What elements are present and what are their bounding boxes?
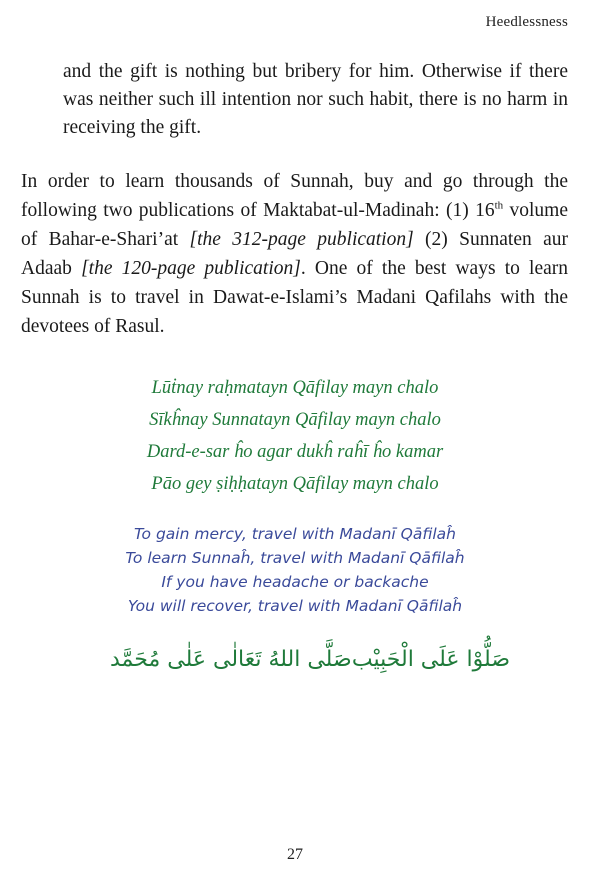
translation-line: If you have headache or backache	[161, 573, 429, 591]
poem-line: Lūṫnay raḥmatayn Qāfilay mayn chalo	[151, 378, 439, 398]
page-number: 27	[287, 846, 303, 863]
english-translation-poem	[0, 522, 590, 618]
translation-line: To gain mercy, travel with Madanī Qāfilaĥ	[133, 525, 457, 543]
ordinal-superscript: th	[494, 199, 504, 212]
sunnah-paragraph	[21, 167, 568, 341]
poem-line: Sīkĥnay Sunnatayn Qāfilay mayn chalo	[149, 410, 441, 430]
poem-line: Pāo gey ṣiḥḥatayn Qāfilay mayn chalo	[151, 474, 439, 494]
continuation-paragraph: and the gift is nothing but bribery for him. Otherwise if there was neither such ill intention nor such habit, there is no harm in receiving the gift.	[63, 61, 568, 138]
salawat-line	[110, 640, 510, 680]
salawat-invocation: صَلُّوْا عَلَى الْحَبِيْب	[351, 647, 510, 672]
translation-line: You will recover, travel with Madanī Qāfilaĥ	[127, 597, 463, 615]
transliterated-poem	[0, 372, 590, 500]
poem-line: Dard-e-sar ĥo agar dukĥ raĥī ĥo kamar	[146, 442, 444, 462]
sunnah-paragraph-text-2: volume of Bahar-e-Shari’at	[21, 200, 568, 250]
publication-note-1: [the 312-page publication]	[189, 229, 414, 250]
running-header: Heedlessness	[485, 14, 568, 30]
sunnah-paragraph-text-1: In order to learn thousands of Sunnah, buy and go through the following two publications of Maktabat-ul-Madinah: (1) 16	[21, 171, 568, 221]
publication-note-2: [the 120-page publication]	[81, 258, 301, 279]
salawat-response: صَلَّى اللهُ تَعَالٰى عَلٰى مُحَمَّد	[110, 647, 352, 672]
sunnah-paragraph-text-4: . One of the best ways to learn Sunnah is to travel in Dawat-e-Islami’s Madani Qafilahs with the devotees of Rasul.	[21, 258, 568, 337]
sunnah-paragraph-text-3: (2) Sunnaten aur Adaab	[21, 229, 568, 279]
translation-line: To learn Sunnaĥ, travel with Madanī Qāfilaĥ	[125, 549, 465, 567]
